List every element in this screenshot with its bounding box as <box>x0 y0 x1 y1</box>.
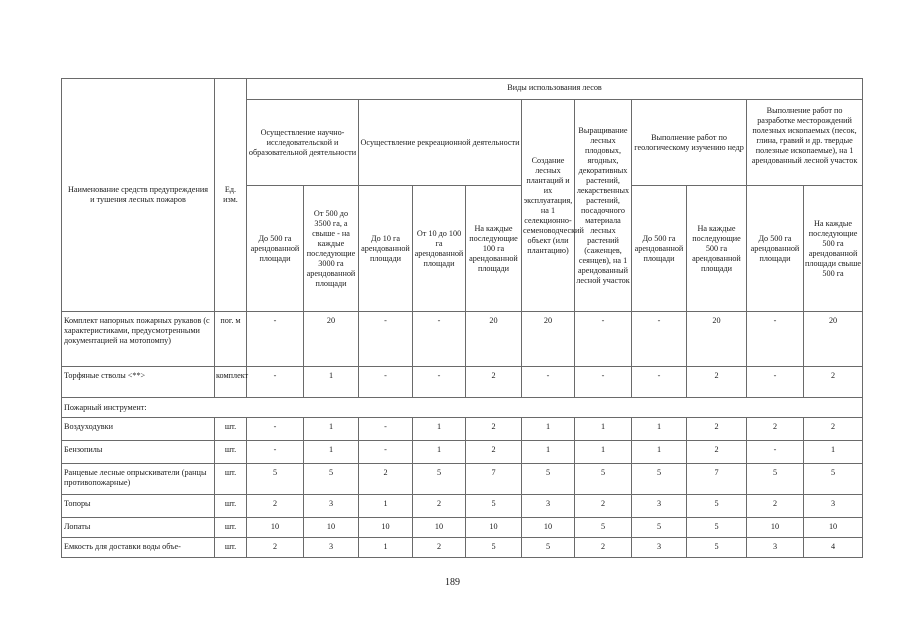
value-cell: 20 <box>522 312 575 367</box>
table-row <box>62 518 863 538</box>
value-cell: 10 <box>466 518 522 538</box>
value-cell: 2 <box>747 418 804 441</box>
value-cell: 5 <box>687 518 747 538</box>
value-cell: 10 <box>804 518 863 538</box>
value-cell: 10 <box>522 518 575 538</box>
table-row <box>62 464 863 495</box>
value-cell: 5 <box>575 518 632 538</box>
value-cell: - <box>747 312 804 367</box>
value-cell: 3 <box>522 495 575 518</box>
value-cell: 3 <box>304 538 359 558</box>
value-cell: 2 <box>575 495 632 518</box>
value-cell: 2 <box>687 441 747 464</box>
value-cell: 7 <box>466 464 522 495</box>
unit-cell: комплект <box>215 367 247 398</box>
group-recreation: Осуществление рекреационной деятельности <box>359 100 522 186</box>
unit-cell: шт. <box>215 495 247 518</box>
value-cell: - <box>575 312 632 367</box>
value-cell: - <box>247 441 304 464</box>
table-row <box>62 312 863 367</box>
value-cell: - <box>632 367 687 398</box>
value-cell: 1 <box>304 441 359 464</box>
table-row <box>62 441 863 464</box>
unit-cell: шт. <box>215 418 247 441</box>
value-cell: 10 <box>304 518 359 538</box>
value-cell: 3 <box>747 538 804 558</box>
value-cell: 1 <box>575 441 632 464</box>
value-cell: 2 <box>687 418 747 441</box>
value-cell: 3 <box>632 495 687 518</box>
value-cell: 1 <box>304 418 359 441</box>
value-cell: - <box>413 367 466 398</box>
table-row <box>62 398 863 418</box>
value-cell: 5 <box>687 495 747 518</box>
value-cell: 1 <box>359 538 413 558</box>
forest-use-types-header: Виды использования лесов <box>247 79 863 100</box>
table-row <box>62 538 863 558</box>
value-cell: 5 <box>747 464 804 495</box>
value-cell: - <box>247 312 304 367</box>
value-cell: 3 <box>804 495 863 518</box>
value-cell: - <box>413 312 466 367</box>
value-cell: 1 <box>575 418 632 441</box>
value-cell: 5 <box>687 538 747 558</box>
value-cell: 1 <box>804 441 863 464</box>
value-cell: - <box>747 441 804 464</box>
equipment-name: Воздуходувки <box>62 418 215 441</box>
value-cell: 1 <box>522 441 575 464</box>
subheader-geology-up-to-500: До 500 га арендованной площади <box>632 186 687 312</box>
value-cell: 4 <box>804 538 863 558</box>
subheader-recreation-each-100: На каждые последующие 100 га арендованной площади <box>466 186 522 312</box>
value-cell: 1 <box>632 418 687 441</box>
value-cell: 2 <box>575 538 632 558</box>
subheader-recreation-10-100: От 10 до 100 га арендованной площади <box>413 186 466 312</box>
group-mineral-extraction: Выполнение работ по разработке месторождений полезных ископаемых (песок, глина, гравий и др. твердые полезные ископаемые), на 1 арендованный лесной участок <box>747 100 863 186</box>
value-cell: 10 <box>359 518 413 538</box>
value-cell: 1 <box>413 441 466 464</box>
value-cell: 1 <box>632 441 687 464</box>
value-cell: 20 <box>466 312 522 367</box>
value-cell: 2 <box>359 464 413 495</box>
value-cell: - <box>247 367 304 398</box>
value-cell: - <box>575 367 632 398</box>
unit-cell: шт. <box>215 538 247 558</box>
equipment-name: Комплект напорных пожарных рукавов (с характеристиками, предусмотренными документацией на мотопомпу) <box>62 312 215 367</box>
value-cell: 20 <box>804 312 863 367</box>
subheader-geology-each-500: На каждые последующие 500 га арендованной площади <box>687 186 747 312</box>
value-cell: - <box>359 367 413 398</box>
equipment-name: Лопаты <box>62 518 215 538</box>
value-cell: - <box>632 312 687 367</box>
subheader-recreation-up-to-10: До 10 га арендованной площади <box>359 186 413 312</box>
value-cell: 1 <box>359 495 413 518</box>
value-cell: 3 <box>304 495 359 518</box>
value-cell: - <box>747 367 804 398</box>
equipment-name: Торфяные стволы <**> <box>62 367 215 398</box>
unit-cell: пог. м <box>215 312 247 367</box>
unit-cell: шт. <box>215 518 247 538</box>
group-forest-plantations: Создание лесных плантаций и их эксплуатация, на 1 селекционно-семеноводческий объект (или плантацию) <box>522 100 575 312</box>
value-cell: 2 <box>247 538 304 558</box>
group-plant-cultivation: Выращивание лесных плодовых, ягодных, декоративных растений, лекарственных растений, посадочного материала лесных растений (саженцев, сеянцев), на 1 арендованный лесной участок <box>575 100 632 312</box>
value-cell: 1 <box>304 367 359 398</box>
page-number: 189 <box>445 577 460 588</box>
value-cell: 2 <box>413 538 466 558</box>
value-cell: 20 <box>687 312 747 367</box>
value-cell: 2 <box>804 367 863 398</box>
name-column-header: Наименование средств предупреждения и тушения лесных пожаров <box>62 79 215 312</box>
subheader-research-up-to-500: До 500 га арендованной площади <box>247 186 304 312</box>
value-cell: 2 <box>466 418 522 441</box>
value-cell: - <box>359 441 413 464</box>
value-cell: 5 <box>575 464 632 495</box>
value-cell: 1 <box>522 418 575 441</box>
value-cell: 5 <box>304 464 359 495</box>
value-cell: 2 <box>687 367 747 398</box>
equipment-name: Топоры <box>62 495 215 518</box>
value-cell: - <box>359 312 413 367</box>
value-cell: 5 <box>466 495 522 518</box>
equipment-name: Емкость для доставки воды объе- <box>62 538 215 558</box>
group-geological-study: Выполнение работ по геологическому изучению недр <box>632 100 747 186</box>
value-cell: 5 <box>247 464 304 495</box>
unit-column-header: Ед. изм. <box>215 79 247 312</box>
unit-cell: шт. <box>215 464 247 495</box>
value-cell: 2 <box>747 495 804 518</box>
value-cell: 2 <box>413 495 466 518</box>
value-cell: 5 <box>632 518 687 538</box>
table-row <box>62 367 863 398</box>
value-cell: 10 <box>413 518 466 538</box>
section-title: Пожарный инструмент: <box>62 398 863 418</box>
value-cell: 5 <box>522 464 575 495</box>
value-cell: 5 <box>522 538 575 558</box>
value-cell: 10 <box>747 518 804 538</box>
subheader-research-500-3500: От 500 до 3500 га, а свыше - на каждые последующие 3000 га арендованной площади <box>304 186 359 312</box>
unit-cell: шт. <box>215 441 247 464</box>
value-cell: - <box>247 418 304 441</box>
value-cell: - <box>522 367 575 398</box>
table-body <box>62 312 863 558</box>
value-cell: - <box>359 418 413 441</box>
value-cell: 2 <box>466 367 522 398</box>
group-research-education: Осуществление научно-исследовательской и образовательной деятельности <box>247 100 359 186</box>
equipment-name: Бензопилы <box>62 441 215 464</box>
value-cell: 20 <box>304 312 359 367</box>
value-cell: 1 <box>413 418 466 441</box>
value-cell: 7 <box>687 464 747 495</box>
value-cell: 5 <box>804 464 863 495</box>
value-cell: 10 <box>247 518 304 538</box>
value-cell: 5 <box>466 538 522 558</box>
forest-fire-equipment-table <box>61 78 863 558</box>
table-row <box>62 495 863 518</box>
value-cell: 5 <box>413 464 466 495</box>
value-cell: 2 <box>247 495 304 518</box>
subheader-minerals-up-to-500: До 500 га арендованной площади <box>747 186 804 312</box>
table-row <box>62 418 863 441</box>
value-cell: 3 <box>632 538 687 558</box>
value-cell: 5 <box>632 464 687 495</box>
equipment-name: Ранцевые лесные опрыскиватели (ранцы противопожарные) <box>62 464 215 495</box>
value-cell: 2 <box>804 418 863 441</box>
value-cell: 2 <box>466 441 522 464</box>
subheader-minerals-each-500: На каждые последующие 500 га арендованной площади свыше 500 га <box>804 186 863 312</box>
